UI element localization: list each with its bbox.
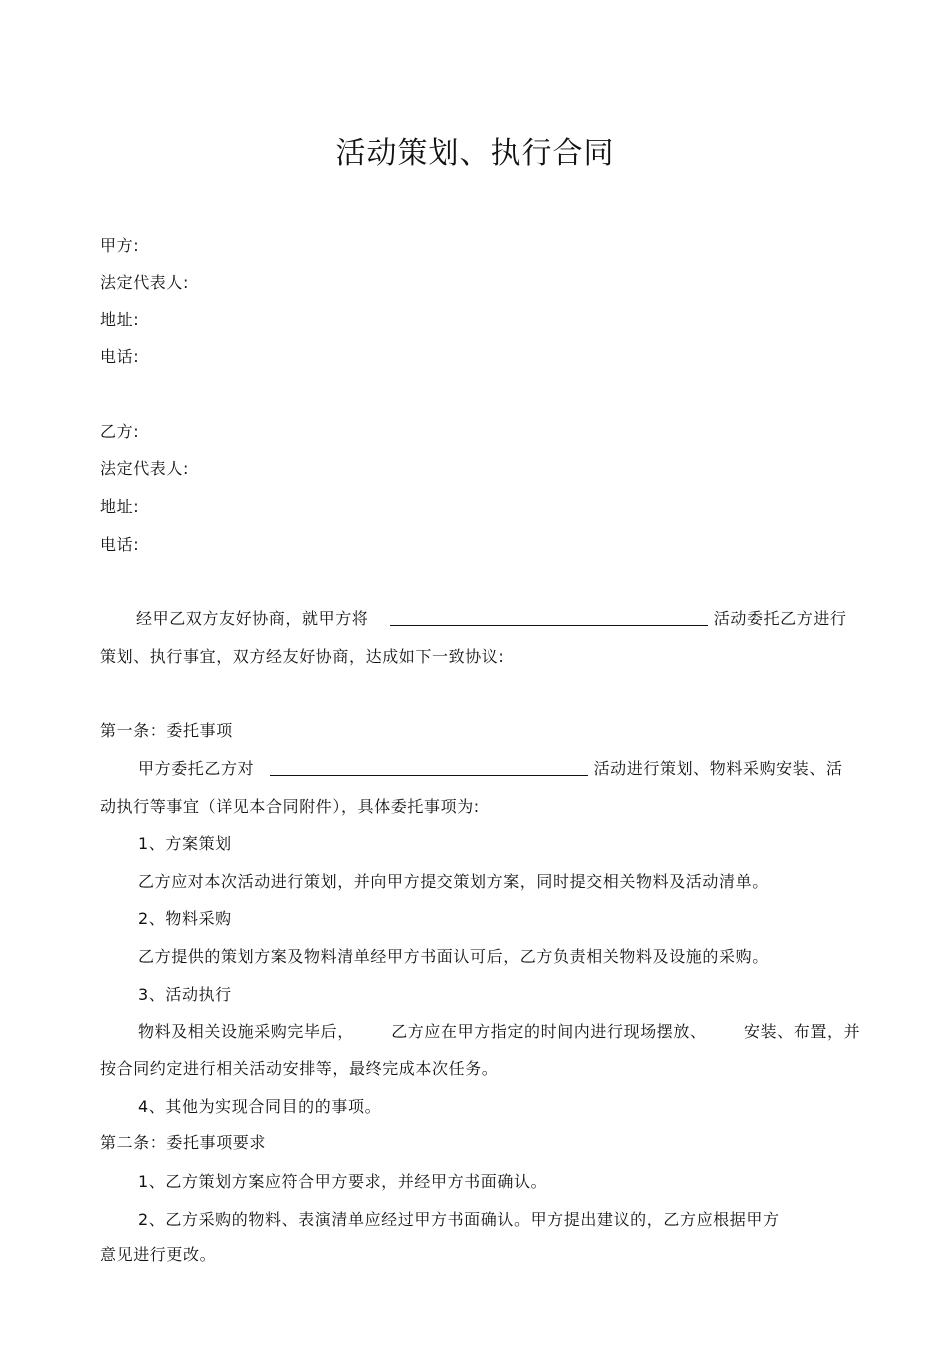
article-2-heading: 第二条：委托事项要求: [100, 1133, 267, 1152]
item-1-text: 乙方应对本次活动进行策划，并向甲方提交策划方案，同时提交相关物料及活动清单。: [138, 872, 769, 891]
party-a-address: 地址:: [100, 310, 140, 329]
intro-suffix: 活动委托乙方进行: [713, 609, 847, 628]
article-1-suffix: 活动进行策划、物料采购安装、活: [593, 759, 843, 778]
item-3-title: 3、活动执行: [138, 985, 232, 1004]
intro-prefix: 经甲乙双方友好协商，就甲方将: [136, 609, 369, 628]
item-3-text-a: 物料及相关设施采购完毕后，: [138, 1022, 354, 1041]
article-2-item-2: 2、乙方采购的物料、表演清单应经过甲方书面确认。甲方提出建议的，乙方应根据甲方: [138, 1210, 780, 1229]
item-2-text: 乙方提供的策划方案及物料清单经甲方书面认可后，乙方负责相关物料及设施的采购。: [138, 947, 769, 966]
event-name-blank: [390, 609, 708, 626]
intro-line-2: 策划、执行事宜，双方经友好协商，达成如下一致协议:: [100, 647, 505, 666]
item-2-title: 2、物料采购: [138, 909, 232, 928]
article-2-item-1: 1、乙方策划方案应符合甲方要求，并经甲方书面确认。: [138, 1172, 548, 1191]
item-4: 4、其他为实现合同目的的事项。: [138, 1097, 382, 1116]
article-1-para-line-2: 动执行等事宜（详见本合同附件），具体委托事项为:: [100, 797, 480, 816]
item-3-text-b: 乙方应在甲方指定的时间内进行现场摆放、: [391, 1022, 707, 1041]
party-b-label: 乙方:: [100, 422, 140, 441]
article-1-heading: 第一条：委托事项: [100, 721, 233, 740]
party-b-phone: 电话:: [100, 535, 140, 554]
article-1-prefix: 甲方委托乙方对: [138, 759, 255, 778]
party-b-representative: 法定代表人:: [100, 459, 189, 478]
article-2-item-2-line-2: 意见进行更改。: [100, 1245, 217, 1264]
party-a-label: 甲方:: [100, 236, 140, 255]
item-3-text-c: 安装、布置，并: [743, 1022, 861, 1041]
item-1-title: 1、方案策划: [138, 834, 232, 853]
party-a-representative: 法定代表人:: [100, 273, 189, 292]
item-3-text-line-1: [138, 1022, 860, 1042]
item-3-text-line-2: 按合同约定进行相关活动安排等，最终完成本次任务。: [100, 1059, 499, 1078]
party-b-address: 地址:: [100, 497, 140, 516]
party-a-phone: 电话:: [100, 347, 140, 366]
intro-line-1: [136, 609, 847, 629]
page-title: 活动策划、执行合同: [335, 136, 615, 171]
article-1-para-line-1: [138, 759, 843, 779]
article-1-event-blank: [270, 759, 588, 776]
